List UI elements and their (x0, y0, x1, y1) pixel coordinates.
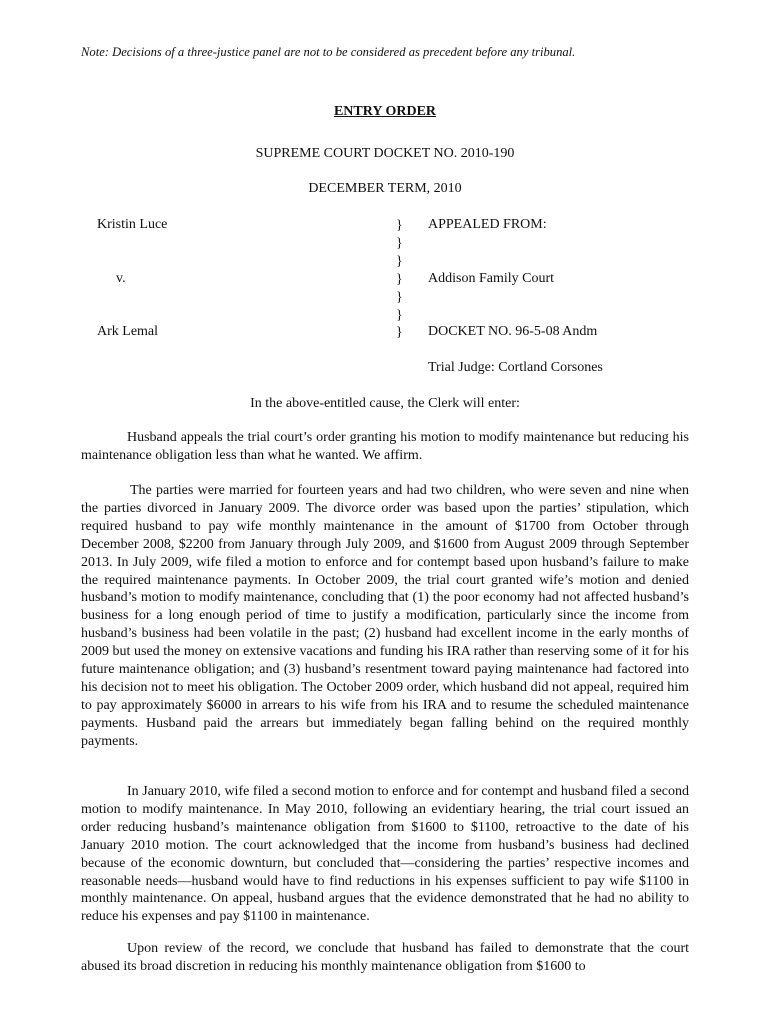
lower-docket-number: DOCKET NO. 96-5-08 Andm (428, 324, 598, 339)
caption-brace-7: } (396, 325, 403, 340)
caption-brace-3: } (396, 254, 403, 269)
document-title: ENTRY ORDER (333, 104, 437, 119)
caption-brace-1: } (396, 218, 403, 233)
caption-brace-2: } (396, 236, 403, 251)
paragraph-1 (81, 429, 689, 465)
plaintiff-name: Kristin Luce (97, 217, 168, 232)
clerk-intro: In the above-entitled cause, the Clerk will enter: (250, 396, 520, 411)
paragraph-4 (81, 940, 689, 976)
caption-brace-4: } (396, 272, 403, 287)
paragraph-text: Husband appeals the trial court’s order granting his motion to modify maintenance but reducing his maintenance obligation less than what he wanted. We affirm. (81, 430, 689, 463)
docket-number: SUPREME COURT DOCKET NO. 2010-190 (255, 146, 515, 161)
versus-label: v. (116, 271, 126, 286)
defendant-name: Ark Lemal (97, 324, 159, 339)
lower-court-name: Addison Family Court (428, 271, 555, 286)
court-term: DECEMBER TERM, 2010 (308, 181, 462, 196)
paragraph-2 (81, 482, 689, 751)
caption-brace-6: } (396, 308, 403, 323)
paragraph-text: In January 2010, wife filed a second motion to enforce and for contempt and husband filed a second motion to modify maintenance. In May 2010, following an evidentiary hearing, the trial court issued an order reducing husband’s maintenance obligation from $1600 to $1100, retroactive to the date of his January 2010 motion. The court acknowledged that the income from husband’s business had declined because of the economic downturn, but concluded that—considering the parties’ respective incomes and reasonable needs—husband would have to find reductions in his expenses sufficient to pay wife $1100 in monthly maintenance. On appeal, husband argues that the evidence demonstrated that he had no ability to reduce his expenses and pay $1100 in maintenance. (81, 784, 689, 925)
paragraph-text: Upon review of the record, we conclude that husband has failed to demonstrate that the court abused its broad discretion in reducing his monthly maintenance obligation from $1600 to (81, 941, 689, 974)
paragraph-text: The parties were married for fourteen years and had two children, who were seven and nine when the parties divorced in January 2009. The divorce order was based upon the parties’ stipulation, which required husband to pay wife monthly maintenance in the amount of $1700 from October through December 2008, $2200 from January through July 2009, and $1600 from August 2009 through September 2013. In July 2009, wife filed a motion to enforce and for contempt based upon husband’s failure to make the required maintenance payments. In October 2009, the trial court granted wife’s motion and denied husband’s motion to modify maintenance, concluding that (1) the poor economy had not affected husband’s business for a long enough period of time to justify a modification, particularly since the income from husband’s business had been volatile in the past; (2) husband had excellent income in the early months of 2009 but used the money on extensive vacations and funding his IRA rather than reserving some of it for his future maintenance obligation; and (3) husband’s resentment toward paying maintenance had factored into his decision not to meet his obligation. The October 2009 order, which husband did not appeal, required him to pay approximately $6000 in arrears to his wife from his IRA and to resume the scheduled maintenance payments. Husband paid the arrears but immediately began falling behind on the required monthly payments. (81, 483, 689, 749)
caption-brace-5: } (396, 290, 403, 305)
precedent-note: Note: Decisions of a three-justice panel are not to be considered as precedent before any tribunal. (81, 45, 576, 59)
appealed-from-label: APPEALED FROM: (428, 217, 547, 232)
paragraph-3 (81, 783, 689, 926)
trial-judge: Trial Judge: Cortland Corsones (428, 360, 603, 375)
